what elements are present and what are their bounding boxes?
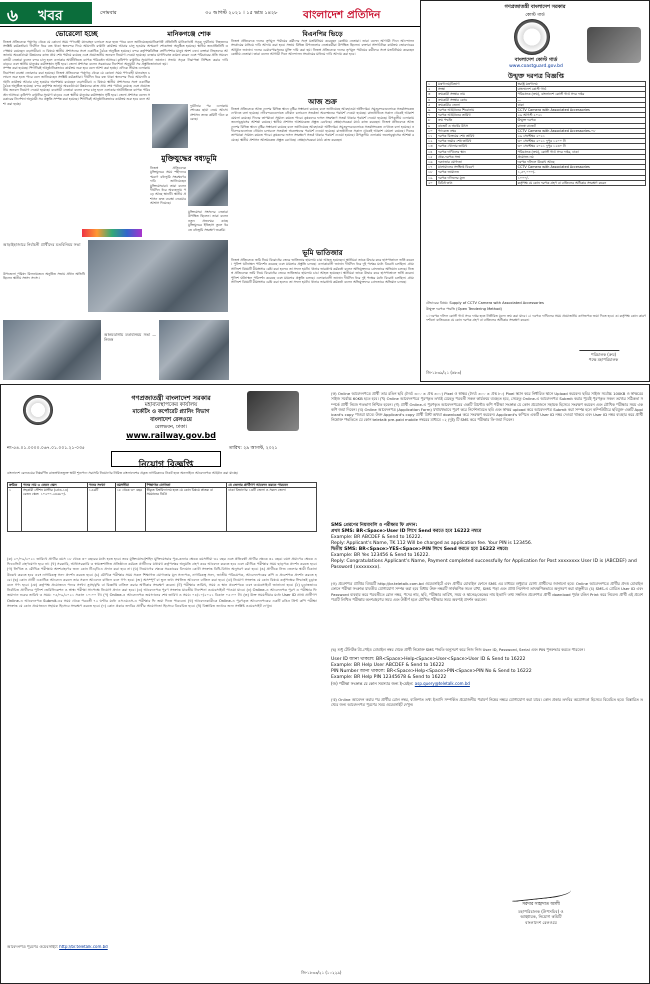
rail-td-5: ঢাকা বিভাগের ১৩টি জেলা ও সকল জেলা xyxy=(227,488,317,532)
rail-org-name: বাংলাদেশ রেলওয়ে xyxy=(150,417,192,423)
middle-headline-1: বিএনপির ভিড়ে xyxy=(302,30,343,38)
article-3-body-b: মুক্তিযোদ্ধা সংসদের নেতারা উপস্থিত ছিলেন। তারা বলেন নতুন প্রজন্মের কাছে মুক্তিযুদ্ধের ইতিহাস তুলে ধরতে বধ্যভূমি সংরক্ষণ জরুরি। xyxy=(188,210,228,232)
railway-recruitment-ad xyxy=(0,384,650,984)
cg-row-number: ১০ xyxy=(427,128,437,133)
cg-row-number: ১৩ xyxy=(427,144,437,149)
help-line-1: User ID জানা থাকলে: BR<Space>Help<Space>User<Space>User ID & Send to 16222 xyxy=(331,657,526,662)
cg-row-label: দরপত্র দলিলের মূল্য xyxy=(436,175,516,180)
help-example-1: Example: BR Help User ABCDEF & Send to 16222 xyxy=(331,663,445,668)
cg-row-label: দরপত্র দাখিলের স্থান xyxy=(436,149,516,154)
cg-row-value: CCTV Camera with Associated Accessories xyxy=(516,108,645,113)
photo-caption-2: আলমডাঙ্গায় মতবিনিময় সভা — নিজস্ব xyxy=(104,333,156,342)
issue-date: ৩০ আগস্ট ২০২১ । ১৫ ভাদ্র ১৪২৮ xyxy=(205,10,278,16)
cg-row-value: রাজস্ব বাজেট xyxy=(516,123,645,128)
cg-row-number: ১ xyxy=(427,82,437,87)
rail-post-table xyxy=(7,482,317,532)
cg-row-number: ৯ xyxy=(427,123,437,128)
sms-heading: SMS প্রেরণের নিয়মাবলি ও পরীক্ষার ফি প্রদান: xyxy=(331,523,418,528)
rail-th-0: ক্রমিক xyxy=(8,483,22,488)
rail-instructions-right-c: (ঝ) Online আবেদন করার পর প্রার্থীর রোল নম্বর, ব্যক্তিগত তথ্য ইত্যাদি সম্পর্কিত প্রয়োজনীয় পরামর্শ নিম্নের নম্বরে যোগাযোগ করা যাবে। কোন প্রকার তদবির অযোগ্যতা হিসেবে বিবেচিত হবে। বিস্তারিত তথ্যের জন্য আবেদনপত্র পূরণের সময় ওয়েবসাইট দেখুন। xyxy=(331,697,643,708)
rail-sms-block xyxy=(331,523,643,571)
coast-guard-emblem xyxy=(514,19,550,55)
left-photo-strip xyxy=(82,229,142,237)
cg-row-value: ২৯ আগস্ট ২০২১ xyxy=(516,113,645,118)
rail-instructions-right-b: (ঙ) প্রবেশপত্র প্রাপ্তির বিষয়টি http://br.teletalk.com.bd ওয়েবসাইটে এবং প্রার্থীর মোবাইল ফোনে SMS এর মাধ্যমে শুধুমাত্র যোগ্য প্রার্থীদের জানানো হবে। Online আবেদনপত্রে প্রার্থীর প্রদত্ত মোবাইল ফোনে পরীক্ষা সংক্রান্ত যাবতীয় যোগাযোগ সম্পন্ন করা হবে বিধায় উক্ত নম্বরটি সার্বক্ষণিক সচল রাখা, SMS পড়া এবং প্রাপ্ত নির্দেশনা তাৎক্ষণিকভাবে অনুসরণ করা বাঞ্ছনীয়। (চ) SMS-এ প্রেরিত User ID এবং Password ব্যবহার করে পরবর্তীতে রোল নম্বর, পদের নাম, ছবি, পরীক্ষার তারিখ, সময় ও স্থানের/কেন্দ্রের নাম ইত্যাদি তথ্য সম্বলিত প্রবেশপত্র প্রার্থী download পূর্বক রঙিন Print করে নিবেন। প্রার্থী এই প্রবেশপত্রটি লিখিত পরীক্ষায় অংশগ্রহণের সময় এবং উত্তীর্ণ হলে মৌখিক পরীক্ষার সময় অবশ্যই প্রদর্শন করবেন। xyxy=(331,581,643,602)
weekday: সোমবার xyxy=(100,10,117,16)
left-photo-3 xyxy=(159,320,229,380)
cg-signature-scrawl xyxy=(579,341,623,351)
rail-signature-name: সরদার সাহাদাত আলী xyxy=(522,902,560,907)
rail-th-2: পদের সংখ্যা xyxy=(87,483,115,488)
middle-headline-3: ভূমি ভাতিজার xyxy=(302,249,343,257)
cg-row-number: ১৮ xyxy=(427,170,437,175)
cg-row-label: দরপত্র জমার শেষ তারিখ xyxy=(436,139,516,144)
rail-instructions-right-a: (ক) Online আবেদনপত্রে প্রার্থী তার রঙিন ছবি (দৈর্ঘ্য ৩০০ × প্রস্থ ৩০০) Pixel ও স্বাক্ষর (দৈর্ঘ্য ৩০০ × প্রস্থ ৮০) Pixel স্ক্যান করে নির্ধারিত স্থানে Upload করবেন। ছবির সাইজ সর্বোচ্চ 100KB ও স্বাক্ষরের সাইজ সর্বোচ্চ 60KB হতে হবে। (খ) Online আবেদনপত্রে পূরণকৃত তথ্যই যেহেতু পরবর্তী সকল কার্যক্রমে ব্যবহৃত হবে, সেহেতু Online-এ আবেদনপত্র Submit করার পূর্বেই পূরণকৃত সকল তথ্যের সঠিকতা সম্পর্কে প্রার্থী নিজে শতভাগ নিশ্চিত হবেন। (গ) প্রার্থী Online-এ পূরণকৃত আবেদনপত্রের একটি প্রিন্টেড কপি পরীক্ষা সংক্রান্ত যে কোন প্রয়োজনে সহায়ক হিসেবে সংরক্ষণ করবেন এবং মৌখিক পরীক্ষার সময় এক কপি জমা দিবেন। (ঘ) Online আবেদনপত্র (Application Form) যথাযথভাবে পূরণ করে নির্দেশনামতে ছবি এবং স্বাক্ষর upload করে আবেদনপত্র Submit করা সম্পন্ন হলে কম্পিউটারে ছবিযুক্ত একটি Applicant's copy পাওয়া যাবে। উক্ত Applicant's copy প্রার্থী প্রিন্ট অথবা download করে সংরক্ষণ করবেন। Applicant's কপিতে একটি User ID নম্বর দেওয়া থাকবে এবং User ID নম্বর ব্যবহার করে প্রার্থী নিম্নোক্ত পদ্ধতিতে যে কোন teletalk pre-paid mobile নম্বরের মাধ্যমে ০২ (দুই) টি SMS করে পরীক্ষার ফি জমা দিবেন। xyxy=(331,391,643,423)
rail-table-header xyxy=(8,483,317,488)
coast-guard-tender-ad xyxy=(420,0,650,382)
article-2-photo xyxy=(152,104,188,148)
cg-row-number: ৫ xyxy=(427,102,437,107)
rail-notice-title xyxy=(111,451,221,470)
cg-row-label: ক্রয়কারী সংস্থার নাম xyxy=(436,92,516,97)
cg-row-value: পরিচালক (ক্রয়), বাংলাদেশ কোস্ট গার্ড সদর দপ্তর xyxy=(516,92,645,97)
cg-row-label: ক্রয় পদ্ধতি xyxy=(436,118,516,123)
cg-row-number: ১৬ xyxy=(427,160,437,165)
logo-text: বাংলাদেশ প্রতিদিন xyxy=(303,9,381,21)
rail-memo-date: তারিখ: ২৯ আগস্ট, ২০২১ xyxy=(229,446,278,451)
cg-row-number: ৮ xyxy=(427,118,437,123)
cg-row-label: দরপত্র আহ্বানের শিরোনাম xyxy=(436,108,516,113)
cg-product-line: টেন্ডারের বিষয়: Supply of CCTV Camera with Associated Accessories xyxy=(426,301,544,305)
masthead xyxy=(0,0,420,27)
cg-row-number: ৩ xyxy=(427,92,437,97)
cg-row-number: ৬ xyxy=(427,108,437,113)
rail-org-place: রেলভবন, ঢাকা। xyxy=(154,424,188,430)
left-photo-2 xyxy=(3,320,101,380)
photo-caption-1-extra: উপজেলা পরিষদ মিলনায়তনে অনুষ্ঠিত সভায় প্রধান অতিথি ছিলেন স্থানীয় সংসদ সদস্য। xyxy=(3,272,85,281)
headline-2: মানিকগঞ্জে শোক xyxy=(167,30,211,38)
rail-td-1: সহকারী স্টেশন মাস্টার (গ্রেড-১৪) বেতন স্কেল: ১০২০০-২৪৬৮০/- xyxy=(21,488,87,532)
rail-th-4: শিক্ষাগত যোগ্যতা xyxy=(145,483,227,488)
rail-help-block xyxy=(331,647,643,687)
cg-row-number: ১৪ xyxy=(427,149,437,154)
rail-intro: বাংলাদেশ রেলওয়ের নিম্নবর্ণিত রাজস্বখাতভুক্ত স্থায়ী শূন্যপদে সরাসরি নিয়োগের নিমিত্ত বাংলাদেশের প্রকৃত নাগরিকদের নিকট হতে অনলাইনে আবেদনপত্র আহ্বান করা যাচ্ছে। xyxy=(7,471,239,475)
section-badge xyxy=(0,2,92,24)
rail-td-2: ১৫৬টি xyxy=(87,488,115,532)
section-name: খবর xyxy=(38,8,63,24)
sms-line-1: প্রথম SMS: BR<Space>User ID লিখে Send করতে হবে 16222 নম্বরে xyxy=(331,529,482,534)
photo-caption-1: আড়াইহাজারে নির্বাচনী প্রার্থীদের মতবিনিময় সভা xyxy=(3,242,81,247)
rail-td-4: স্বীকৃত বিশ্ববিদ্যালয় হতে যে কোন বিষয়ে স্নাতক বা সমমানের ডিগ্রি xyxy=(145,488,227,532)
cg-row-value: CCTV Camera with Associated Accessories xyxy=(516,165,645,170)
cg-row-value: প্রযোজ্য নয় xyxy=(516,154,645,159)
cg-table xyxy=(426,81,646,186)
sms-reply-1: Reply: Applicant's Name, TK 112 Will be charged as application fee. Your PIN is 123456. xyxy=(331,541,533,546)
cg-row-label: দরপত্র খোলার তারিখ xyxy=(436,144,516,149)
article-3-body: নিজস্ব প্রতিবেদক মুক্তিযুদ্ধের সময় শহীদদের স্মরণে বধ্যভূমি সংরক্ষণের দাবি জানিয়েছেন মুক্তিযোদ্ধারা। তারা বলেন দীর্ঘদিন ধরে অবহেলায় পড়ে আছে স্থানটি। স্থানীয় প্রশাসন দ্রুত ব্যবস্থা নেওয়ার আশ্বাস দিয়েছে। xyxy=(150,166,186,206)
cg-row-label: দরপত্র জামানত xyxy=(436,170,516,175)
rail-th-3: বয়সসীমা xyxy=(115,483,145,488)
help-line-2: PIN Number জানা থাকলে: BR<Space>Help<Space>PIN<Space>PIN No & Send to 16222 xyxy=(331,669,532,674)
cg-row-value: ঢাকা xyxy=(516,102,645,107)
rail-org-sub: মহাব্যবস্থাপকের কার্যালয় xyxy=(144,402,198,408)
rail-apply-line: আবেদনপত্র পূরণের ওয়েবসাইট: http://br.teletalk.com.bd xyxy=(7,945,108,949)
cg-row-label: বাজেট ও অর্থের উৎস xyxy=(436,123,516,128)
cg-row-value: স্বরাষ্ট্র মন্ত্রণালয় xyxy=(516,82,645,87)
section-number: ৬ xyxy=(7,6,19,26)
cg-row-label: মালামালের সংক্ষিপ্ত বিবরণ xyxy=(436,165,516,170)
govt-emblem-left xyxy=(23,395,53,425)
cg-row-label: সংস্থা xyxy=(436,87,516,92)
cg-row-value: — xyxy=(516,97,645,102)
cg-row-value: ৩০ সেপ্টেম্বর ২০২১ দুপুর ১২০০ টা xyxy=(516,139,645,144)
headline-1: ভোরেলো হচ্ছে xyxy=(55,30,98,38)
help-email-line: (জ) পরীক্ষা সংক্রান্ত যে কোন সমস্যার জন্য ই-মেইল: asp.query@teletalk.com.bd xyxy=(331,681,470,686)
cg-method: উন্মুক্ত দরপত্র পদ্ধতি (Open Tendering Method) xyxy=(426,307,502,311)
apply-url[interactable]: http://br.teletalk.com.bd xyxy=(59,945,108,949)
article-1-body: নিজস্ব প্রতিবেদক পঞ্চগড় থেকে যে কোনো সময় পণ্যবাহী যানবাহন চলাচল শুরু হতে পারে বলে জানিয়েছেন সংশ্লিষ্ট কর্মকর্তারা। দীর্ঘদিন ধরে বন্ধ থাকা স্থলবন্দর দিয়ে আমদানি রপ্তানি কার্যক্রম আবার চালু হওয়ার অপেক্ষায় রয়েছেন ব্যবসায়ীরা। এ বিষয়ে স্থানীয় প্রশাসনের সঙ্গে একাধিক বৈঠক অনুষ্ঠিত হয়েছে। বন্দর কর্তৃপক্ষ জানায় অবকাঠামো উন্নয়নের কাজ প্রায় শেষ পর্যায়ে রয়েছে এবং প্রয়োজনীয় জনবল নিয়োগ দেওয়া হয়েছে। ব্যবসায়ী নেতারা বলেন বন্দর চালু হলে এলাকার অর্থনীতিতে ব্যাপক পরিবর্তন আসবে। কৃষিপণ্য রপ্তানির সুযোগ বাড়বে এবং স্থানীয় মানুষের কর্মসংস্থান সৃষ্টি হবে। জেলা প্রশাসক বলেন সরকারের নির্দেশনা অনুযায়ী সব প্রস্তুতি সম্পন্ন করা হয়েছে। শিগগিরই আনুষ্ঠানিকভাবে কার্যক্রম শুরু হবে বলে আশা করা হচ্ছে। এদিকে সীমান্ত এলাকায় নিরাপত্তা ব্যবস্থা জোরদার করা হয়েছে। নিজস্ব প্রতিবেদক পঞ্চগড় থেকে যে কোনো সময় পণ্যবাহী যানবাহন চলাচল শুরু হতে পারে বলে জানিয়েছেন সংশ্লিষ্ট কর্মকর্তারা। দীর্ঘদিন ধরে বন্ধ থাকা স্থলবন্দর দিয়ে আমদানি রপ্তানি কার্যক্রম আবার চালু হওয়ার অপেক্ষায় রয়েছেন ব্যবসায়ীরা। এ বিষয়ে স্থানীয় প্রশাসনের সঙ্গে একাধিক বৈঠক অনুষ্ঠিত হয়েছে। বন্দর কর্তৃপক্ষ জানায় অবকাঠামো উন্নয়নের কাজ প্রায় শেষ পর্যায়ে রয়েছে এবং প্রয়োজনীয় জনবল নিয়োগ দেওয়া হয়েছে। ব্যবসায়ী নেতারা বলেন বন্দর চালু হলে এলাকার অর্থনীতিতে ব্যাপক পরিবর্তন আসবে। কৃষিপণ্য রপ্তানির সুযোগ বাড়বে এবং স্থানীয় মানুষের কর্মসংস্থান সৃষ্টি হবে। জেলা প্রশাসক বলেন সরকারের নির্দেশনা অনুযায়ী সব প্রস্তুতি সম্পন্ন করা হয়েছে। শিগগিরই আনুষ্ঠানিকভাবে কার্যক্রম শুরু হবে বলে আশা করা হচ্ছে। xyxy=(3,40,150,106)
cg-row-number: ২০ xyxy=(427,180,437,185)
masthead-rule xyxy=(0,26,420,27)
cg-row-label: মন্ত্রণালয়/বিভাগ xyxy=(436,82,516,87)
rail-signature-scrawl xyxy=(510,882,571,902)
rail-ref: জি-১৮৩৩/২১ (১০২২৯) xyxy=(301,970,342,975)
cg-row-number: ২ xyxy=(427,87,437,92)
help-intro: (ছ) শুধু টেলিটক প্রি-পেইড মোবাইল নম্বর থেকে প্রার্থী নিম্নোক্ত SMS পদ্ধতি অনুসরণ করে নিজ নিজ User ID, Password, Serial এবং PIN পুনরুদ্ধার করতে পারবেন। xyxy=(331,647,585,652)
cg-info-table xyxy=(426,81,646,186)
middle-article-1-body: নিজস্ব প্রতিবেদক দলের তৃণমূল পর্যায়ের কর্মীদের সঙ্গে মতবিনিময় করেছেন কেন্দ্রীয় নেতারা। তারা বলেন আগামী দিনে আন্দোলন সংগ্রামের মাধ্যমে দাবি আদায় করা হবে। সভায় বিভিন্ন উপজেলার নেতাকর্মীরা উপস্থিত ছিলেন। বক্তারা সাংগঠনিক কার্যক্রম জোরদারের আহ্বান জানান। দলের চেয়ারপারসনের মুক্তি দাবি করা হয়। নিজস্ব প্রতিবেদক দলের তৃণমূল পর্যায়ের কর্মীদের সঙ্গে মতবিনিময় করেছেন কেন্দ্রীয় নেতারা। তারা বলেন আগামী দিনে আন্দোলন সংগ্রামের মাধ্যমে দাবি আদায় করা হবে। xyxy=(231,39,414,57)
middle-article-2-body: নিজস্ব প্রতিবেদক আজ দেশের বিভিন্ন স্থানে বৃষ্টির সম্ভাবনা রয়েছে বলে জানিয়েছে আবহাওয়া অধিদপ্তর। সমুদ্রবন্দরগুলোকে সতর্কসংকেত দেখাতে বলা হয়েছে। নদীবন্দরগুলোতে নৌযান চলাচলে সতর্কতা অবলম্বনের পরামর্শ দেওয়া হয়েছে। রাজধানীতে সকাল থেকেই আকাশ মেঘলা রয়েছে। দিনের তাপমাত্রা সামান্য কমতে পারে। কৃষকদের ফসল সংরক্ষণে সতর্ক থাকার পরামর্শ দেওয়া হয়েছে। উপকূলীয় এলাকায় জলোচ্ছ্বাসের আশঙ্কা রয়েছে। স্থানীয় প্রশাসন আশ্রয়কেন্দ্র প্রস্তুত রেখেছে। স্বেচ্ছাসেবকরা মাঠে কাজ করছেন। নিজস্ব প্রতিবেদক আজ দেশের বিভিন্ন স্থানে বৃষ্টির সম্ভাবনা রয়েছে বলে জানিয়েছে আবহাওয়া অধিদপ্তর। সমুদ্রবন্দরগুলোকে সতর্কসংকেত দেখাতে বলা হয়েছে। নদীবন্দরগুলোতে নৌযান চলাচলে সতর্কতা অবলম্বনের পরামর্শ দেওয়া হয়েছে। রাজধানীতে সকাল থেকেই আকাশ মেঘলা রয়েছে। দিনের তাপমাত্রা সামান্য কমতে পারে। কৃষকদের ফসল সংরক্ষণে সতর্ক থাকার পরামর্শ দেওয়া হয়েছে। উপকূলীয় এলাকায় জলোচ্ছ্বাসের আশঙ্কা রয়েছে। স্থানীয় প্রশাসন আশ্রয়কেন্দ্র প্রস্তুত রেখেছে। স্বেচ্ছাসেবকরা মাঠে কাজ করছেন। xyxy=(231,107,414,142)
cg-row-value: পরিচালক (ক্রয়), কোস্ট গার্ড সদর দপ্তর, ঢাকা xyxy=(516,149,645,154)
headline-3: মুক্তিযুদ্ধের বধ্যভূমি xyxy=(161,154,217,163)
sms-line-2: দ্বিতীয় SMS: BR<Space>YES<Space>PIN লিখে Send করতে হবে 16222 নম্বরে। xyxy=(331,547,509,552)
left-photo-1 xyxy=(88,240,228,312)
cg-row-number: ১৭ xyxy=(427,165,437,170)
rail-website[interactable]: www.railway.gov.bd xyxy=(126,431,216,440)
cg-row-label: দরপত্র আহ্বানের তারিখ xyxy=(436,113,516,118)
rail-td-0: ১ xyxy=(8,488,22,532)
article-2-body-b: দুর্ঘটনার পর এলাকায় শোকের ছায়া নেমে আসে। প্রশাসন তদন্ত কমিটি গঠন করেছে। xyxy=(190,104,228,122)
rail-table-row xyxy=(8,488,317,532)
rail-signature-title: মহাপরিচালক (উপসচিব) ও আহ্বায়ক, নিয়োগ কমিটি বাংলাদেশ রেলওয়ে xyxy=(518,909,564,925)
rail-th-5: যে জেলার প্রার্থীগণ আবেদন করতে পারবেন xyxy=(227,483,317,488)
portrait-icon-2 xyxy=(247,391,299,431)
sms-example-2: Example: BR Yes 123456 & Send to 16222. xyxy=(331,553,430,558)
cg-table-row xyxy=(427,180,646,185)
help-example-2: Example: BR Help PIN 12345678 & Send to 16222 xyxy=(331,675,447,680)
cg-row-value: কর্তৃপক্ষ যে কোন দরপত্র গ্রহণ বা বাতিলের অধিকার সংরক্ষণ করেন xyxy=(516,180,645,185)
cg-org-top: গণপ্রজাতন্ত্রী বাংলাদেশ সরকার xyxy=(504,4,566,10)
cg-signature-block: পরিচালক (ক্রয়) পক্ষে মহাপরিচালক xyxy=(588,352,619,362)
cg-notice-title: উন্মুক্ত দরপত্র বিজ্ঞপ্তি xyxy=(508,72,564,80)
rail-th-1: পদের নাম ও বেতন স্কেল xyxy=(21,483,87,488)
cg-row-value: CCTV Camera with Associated Accessories-০৮ xyxy=(516,128,645,133)
cg-ref: জি-১৮৩৯/২১ (৬৮৩) xyxy=(426,370,462,375)
cg-row-value: ১০০০/- xyxy=(516,175,645,180)
cg-row-number: ১২ xyxy=(427,139,437,144)
rail-org-sub2: মার্কেটিং ও কর্পোরেট প্ল্যানিং বিভাগ xyxy=(132,409,210,415)
cg-row-label: ক্রয়কারীর জেলা xyxy=(436,102,516,107)
news-middle-column xyxy=(231,30,414,380)
newspaper-logo xyxy=(303,3,415,23)
rail-notice-title-text: নিয়োগ বিজ্ঞপ্তি xyxy=(138,460,194,470)
cg-row-label: প্যাকেজ নম্বর xyxy=(436,128,516,133)
cg-row-label: বিবিধ তথ্য xyxy=(436,180,516,185)
sms-example-1: Example: BR ABCDEF & Send to 16222. xyxy=(331,535,422,540)
cg-org-sub: কোস্ট গার্ড xyxy=(525,13,545,18)
cg-website[interactable]: www.coastguard.gov.bd xyxy=(509,64,563,69)
help-email[interactable]: asp.query@teletalk.com.bd xyxy=(414,681,470,686)
cg-row-value: ১,৫০,০০০/- xyxy=(516,170,645,175)
rail-td-3: ১৮ থেকে ৩০ বছর xyxy=(115,488,145,532)
rail-memo-no: নং-৫৪.০১.০০০০.০৬৭.০১.০০১.২১-০৩৫ xyxy=(7,446,85,451)
rail-org-top: গণপ্রজাতন্ত্রী বাংলাদেশ সরকার xyxy=(131,394,211,402)
cg-row-number: ১৯ xyxy=(427,175,437,180)
cg-row-value: ২৯ সেপ্টেম্বর ২০২১ xyxy=(516,134,645,139)
article-2-body: মানিকগঞ্জ প্রতিনিধি মানিকগঞ্জে সড়ক দুর্ঘটনায় নিহতদের স্মরণে শোকসভা অনুষ্ঠিত হয়েছে। স্থানীয় জনপ্রতিনিধি ও বিভিন্ন শ্রেণিপেশার মানুষ অংশ নেন। বক্তারা নিহতদের আত্মার মাগফিরাত কামনা করেন এবং পরিবারের প্রতি সমবেদনা জানান। সভায় সড়ক নিরাপত্তা নিশ্চিত করার দাবি জানানো হয়। xyxy=(150,40,228,67)
cg-row-value: বাংলাদেশ কোস্ট গার্ড xyxy=(516,87,645,92)
sms-reply-2: Reply: Congratulations Applicant's Name, Payment completed successfully for Application for Post xxxxxxxx User ID is (ABCDEF) and Password (xxxxxxxx). xyxy=(331,559,637,570)
cg-row-number: ৭ xyxy=(427,113,437,118)
cg-row-value: উন্মুক্ত দরপত্র xyxy=(516,118,645,123)
cg-org-name: বাংলাদেশ কোস্ট গার্ড xyxy=(514,57,558,63)
rail-instructions-left: (ক) ২০/০৯/২০২১ তারিখে প্রার্থীর বয়স ১৮ থেকে ৩০ বছরের মধ্যে হতে হবে। তবে মুক্তিযোদ্ধা/শহিদ মুক্তিযোদ্ধার পুত্র-কন্যার ক্ষেত্রে বয়সসীমা ৩২ বছর এবং প্রতিবন্ধী প্রার্থীর ক্ষেত্রে ৩২ বছর। বয়স প্রমাণের ক্ষেত্রে এফিডেভিট গ্রহণযোগ্য হবে না। (খ) সরকারি, আধাসরকারি ও স্বায়ত্তশাসিত প্রতিষ্ঠানে কর্মরত প্রার্থীদের যথাযথ কর্তৃপক্ষের অনুমতি গ্রহণ করে আবেদন করতে হবে এবং মৌখিক পরীক্ষার সময় ছাড়পত্র প্রদর্শন করতে হবে। (গ) লিখিত ও মৌখিক পরীক্ষায় অংশগ্রহণের জন্য কোন টিএ/ডিএ প্রদান করা হবে না। (ঘ) নিয়োগের ক্ষেত্রে সরকারের বিদ্যমান কোটা সংক্রান্ত বিধি-বিধান অনুসরণ করা হবে। (ঙ) প্রার্থীকে নিজ জেলার স্থায়ী ঠিকানা উল্লেখ করতে হবে এবং নাগরিকত্ব সনদ প্রদর্শন করতে হবে। (চ) মৌখিক পরীক্ষার সময় সকল শিক্ষাগত যোগ্যতার মূল সনদপত্র, নাগরিকত্ব সনদ, জাতীয় পরিচয়পত্র, আবেদনপত্রের কপি ও প্রবেশপত্র প্রদর্শন করতে হবে। (ছ) কোন প্রার্থী একাধিক আবেদন করলে তার সকল আবেদন বাতিল বলে গণ্য হবে। (জ) অসম্পূর্ণ বা ভুল তথ্য সম্বলিত আবেদন বাতিল করা হবে। (ঝ) নিয়োগ সংক্রান্ত যে কোন বিষয়ে কর্তৃপক্ষের সিদ্ধান্তই চূড়ান্ত বলে গণ্য হবে। (ঞ) কর্তৃপক্ষ প্রয়োজনে পদের সংখ্যা হ্রাস/বৃদ্ধি বা বিজ্ঞপ্তি বাতিল করার অধিকার সংরক্ষণ করেন। (ট) পরীক্ষার তারিখ, সময় ও স্থান প্রবেশপত্রে এবং ওয়েবসাইটে জানানো হবে। (ঠ) চূড়ান্তভাবে নির্বাচিত প্রার্থীদের পুলিশ ভেরিফিকেশন ও স্বাস্থ্য পরীক্ষা সাপেক্ষে নিয়োগ প্রদান করা হবে। (ড) আবেদনপত্র পূরণ সংক্রান্ত যাবতীয় নির্দেশনা ওয়েবসাইটে পাওয়া যাবে। (ঢ) Online-এ আবেদনপত্র পূরণ ও পরীক্ষার ফি জমাদান শুরুর তারিখ ও সময়: ০৫/০৯/২০২১ সকাল ১০:০০ টা। (ণ) Online-এ আবেদনপত্র জমাদানের শেষ তারিখ ও সময়: ০৪/১০/২০২১ বিকাল ০৫:০০ টা। (ত) উক্ত সময়সীমার মধ্যে User ID প্রাপ্ত প্রার্থীগণ Online-এ আবেদনপত্র Submit-এর সময় থেকে পরবর্তী ৭২ ঘণ্টার মধ্যে এসএমএস-এ পরীক্ষার ফি জমা দিতে পারবেন। (থ) আবেদনকারীকে Online-এ পূরণকৃত আবেদনপত্রের একটি রঙিন প্রিন্ট কপি পরীক্ষা সংক্রান্ত যে কোন প্রয়োজনে সহায়ক হিসেবে সংরক্ষণ করতে হবে। (দ) কোন প্রকার তদবির প্রার্থীর অযোগ্যতা হিসেবে বিবেচিত হবে। (ধ) বিস্তারিত তথ্যের জন্য সংশ্লিষ্ট ওয়েবসাইট দেখুন। xyxy=(7,557,317,608)
cg-notes: ১। দরপত্র দলিল কোস্ট গার্ড সদর দপ্তর হতে নির্ধারিত মূল্যে ক্রয় করা যাবে। ২। দরপত্র দাখিলের সময় প্রয়োজনীয় কাগজপত্র জমা দিতে হবে। ৩। কর্তৃপক্ষ কোন কারণ দর্শানো ব্যতিরেকে যে কোন দরপত্র গ্রহণ বা বাতিলের অধিকার সংরক্ষণ করেন। xyxy=(426,314,646,323)
middle-headline-2: আজ শুক্র xyxy=(308,98,337,106)
cg-row-label: প্রাক-দরপত্র সভা xyxy=(436,154,516,159)
middle-article-3-body: নিজস্ব প্রতিবেদক জমি নিয়ে বিরোধের জেরে ভাতিজার হামলায় চাচা আহত হয়েছেন। স্থানীয়রা তাকে উদ্ধার করে হাসপাতালে ভর্তি করেন। পুলিশ ঘটনাস্থল পরিদর্শন করেছে এবং মামলার প্রস্তুতি চলছে। এলাকাবাসী জানান দীর্ঘদিন ধরে দুই পক্ষের মধ্যে বিরোধ চলছিল। গ্রাম্য সালিশে বিষয়টি মীমাংসার চেষ্টা করা হলেও তা সফল হয়নি। থানার ভারপ্রাপ্ত কর্মকর্তা বলেন অভিযুক্তদের গ্রেফতারে অভিযান চলছে। নিজস্ব প্রতিবেদক জমি নিয়ে বিরোধের জেরে ভাতিজার হামলায় চাচা আহত হয়েছেন। স্থানীয়রা তাকে উদ্ধার করে হাসপাতালে ভর্তি করেন। পুলিশ ঘটনাস্থল পরিদর্শন করেছে এবং মামলার প্রস্তুতি চলছে। এলাকাবাসী জানান দীর্ঘদিন ধরে দুই পক্ষের মধ্যে বিরোধ চলছিল। গ্রাম্য সালিশে বিষয়টি মীমাংসার চেষ্টা করা হলেও তা সফল হয়নি। থানার ভারপ্রাপ্ত কর্মকর্তা বলেন অভিযুক্তদের গ্রেফতারে অভিযান চলছে। xyxy=(231,258,414,285)
article-3-photo xyxy=(188,170,228,206)
cg-row-number: ১৫ xyxy=(427,154,437,159)
cg-row-value: ৩০ সেপ্টেম্বর ২০২১ দুপুর ১২৩০ টা xyxy=(516,144,645,149)
cg-row-label: ক্রয়কারী সংস্থার কোড xyxy=(436,97,516,102)
cg-row-number: ৪ xyxy=(427,97,437,102)
cg-row-number: ১১ xyxy=(427,134,437,139)
cg-row-label: দরদাতার যোগ্যতা xyxy=(436,160,516,165)
cg-row-value: দরপত্র দলিলে উল্লেখ আছে xyxy=(516,160,645,165)
cg-row-label: দরপত্র বিক্রয়ের শেষ তারিখ xyxy=(436,134,516,139)
